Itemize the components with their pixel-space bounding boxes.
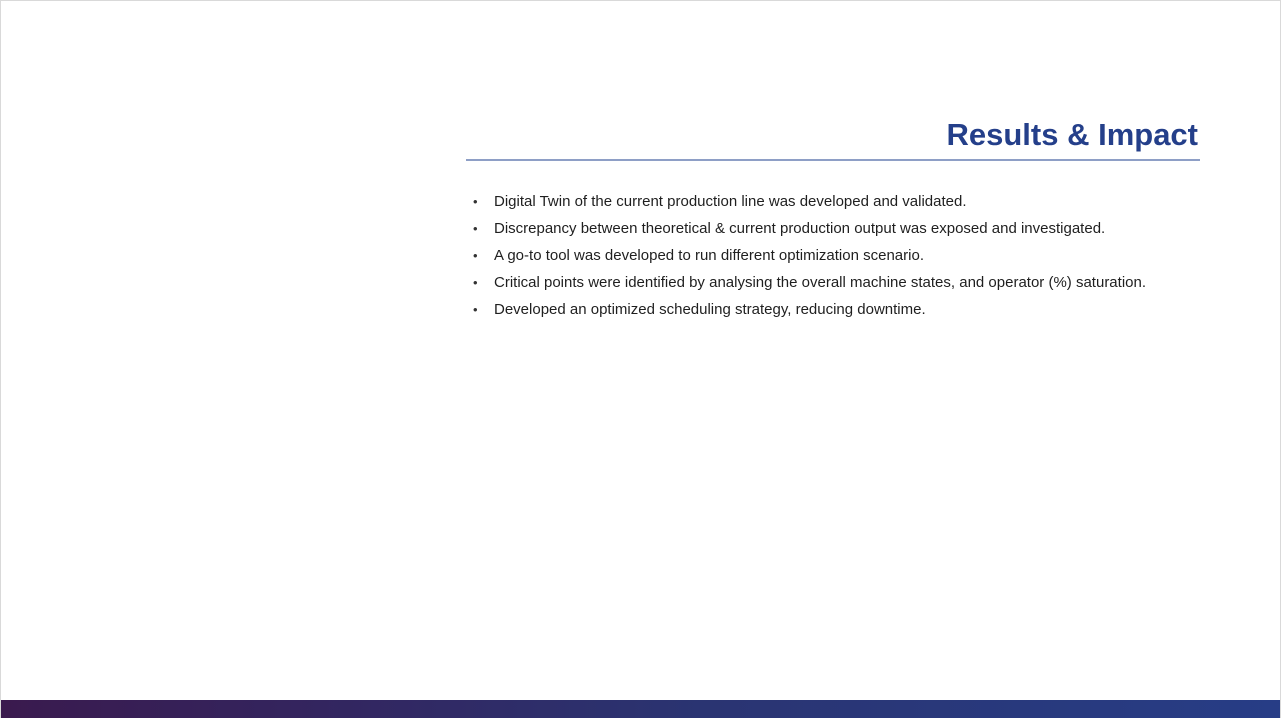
bullet-icon: •: [473, 221, 478, 236]
list-item: [473, 243, 1213, 270]
list-item: [473, 189, 1213, 216]
list-item: [473, 270, 1213, 297]
bullet-icon: •: [473, 302, 478, 317]
bullet-icon: •: [473, 275, 478, 290]
bullet-text: A go-to tool was developed to run different optimization scenario.: [494, 247, 924, 264]
list-item: [473, 216, 1213, 243]
bullet-text: Critical points were identified by analysing the overall machine states, and operator (%) saturation.: [494, 274, 1147, 291]
slide-title: Results & Impact: [946, 117, 1198, 152]
bullet-text: Digital Twin of the current production line was developed and validated.: [494, 193, 967, 210]
bullet-icon: •: [473, 248, 478, 263]
footer-gradient-bar: [1, 700, 1280, 718]
bullet-list: [473, 189, 1213, 324]
bullet-text: Discrepancy between theoretical & current production output was exposed and investigated.: [494, 220, 1106, 237]
title-divider: [466, 159, 1200, 161]
bullet-text: Developed an optimized scheduling strategy, reducing downtime.: [494, 301, 926, 318]
bullet-icon: •: [473, 194, 478, 209]
list-item: [473, 297, 1213, 324]
